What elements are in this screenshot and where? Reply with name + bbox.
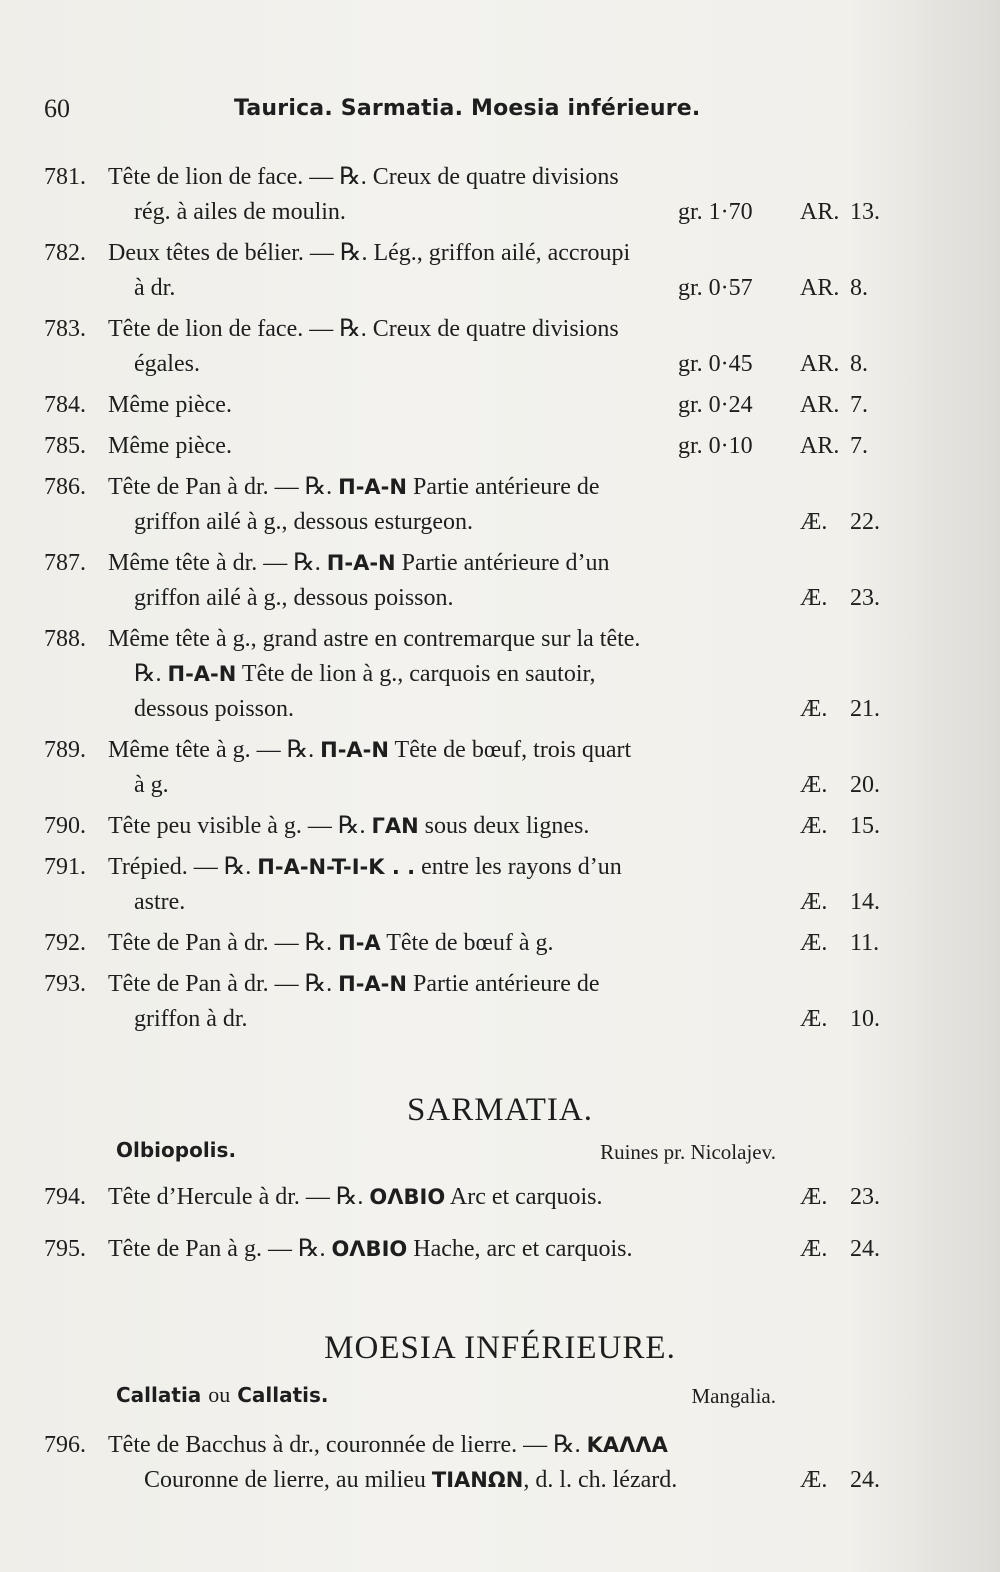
find-place: Mangalia. (691, 1384, 776, 1408)
page-header (44, 94, 874, 128)
coin-legend: ΓAN (371, 814, 419, 838)
catalogue-entry (44, 733, 884, 803)
catalogue-entry (44, 236, 884, 306)
section-title-sarmatia: SARMATIA. (407, 1092, 593, 1128)
entry-number: 788. (44, 626, 86, 652)
entry-description: Même pièce. (108, 433, 232, 459)
metal-code: Æ. (800, 585, 828, 611)
city-heading-olbiopolis (116, 1138, 776, 1168)
entry-number: 794. (44, 1184, 86, 1210)
coin-legend: Π-A-N-T-I-K . . (257, 855, 416, 879)
entry-description: Même tête à g. — ℞. (108, 737, 321, 763)
taurica-entries (44, 160, 884, 1043)
entry-line (44, 926, 884, 961)
entry-number: 786. (44, 474, 86, 500)
entry-description: Tête de lion de face. — ℞. Creux de quatre divisions (108, 316, 619, 342)
entry-description-cont: Tête de bœuf, trois quart (388, 737, 632, 763)
entry-description: dessous poisson. (134, 696, 295, 722)
entry-description: Tête de lion de face. — ℞. Creux de quatre divisions (108, 164, 619, 190)
entry-number: 782. (44, 240, 86, 266)
city-name: Olbiopolis. (116, 1138, 237, 1162)
metal-code: Æ. (800, 889, 828, 915)
coin-legend: Π-A-N (320, 738, 389, 762)
metal-code: Æ. (800, 1184, 828, 1210)
metal-code: Æ. (800, 1006, 828, 1032)
coin-size: 23. (850, 585, 880, 611)
coin-weight: gr. 0·10 (678, 433, 753, 459)
coin-legend: KAΛΛA (586, 1433, 668, 1457)
metal-code: Æ. (800, 1236, 828, 1262)
entry-description: rég. à ailes de moulin. (134, 199, 346, 225)
entry-line (44, 850, 884, 885)
coin-size: 7. (850, 392, 868, 418)
coin-weight: gr. 1·70 (678, 199, 753, 225)
entry-line (44, 967, 884, 1002)
entry-number: 791. (44, 854, 86, 880)
entry-description: griffon ailé à g., dessous esturgeon. (134, 509, 474, 535)
sarmatia-entry-1 (44, 1180, 884, 1221)
entry-description: à dr. (134, 275, 176, 301)
city-name (116, 1382, 329, 1408)
entry-description: Tête de Pan à g. — ℞. (108, 1236, 332, 1262)
coin-legend: Π-A-N (338, 475, 407, 499)
entry-description: griffon à dr. (134, 1006, 248, 1032)
coin-size: 10. (850, 1006, 880, 1032)
entry-line (44, 546, 884, 581)
entry-number: 784. (44, 392, 86, 418)
entry-description-cont: Partie antérieure de (406, 971, 600, 997)
coin-legend: OΛBIO (331, 1237, 408, 1261)
entry-line (44, 809, 884, 844)
entry-description-cont: Hache, arc et carquois. (407, 1236, 633, 1262)
entry-number: 792. (44, 930, 86, 956)
coin-size: 8. (850, 351, 868, 377)
metal-code: Æ. (800, 930, 828, 956)
entry-line (44, 692, 884, 727)
coin-legend: Π-A-N (326, 551, 396, 575)
entry-description-cont: Partie antérieure d’un (395, 550, 610, 576)
entry-description-cont: Arc et carquois. (445, 1184, 603, 1210)
coin-size: 13. (850, 199, 880, 225)
entry-line (44, 429, 884, 464)
section-title-moesia: MOESIA INFÉRIEURE. (324, 1330, 676, 1366)
metal-code: AR. (800, 433, 840, 459)
entry-line (44, 236, 884, 271)
entry-description: Deux têtes de bélier. — ℞. Lég., griffon ailé, accroupi (108, 240, 631, 266)
entry-line (44, 347, 884, 382)
coin-size: 20. (850, 772, 880, 798)
coin-size: 15. (850, 813, 880, 839)
metal-code: AR. (800, 275, 840, 301)
coin-legend: Π-A-N (338, 972, 407, 996)
entry-description: Tête de Pan à dr. — ℞. (108, 971, 339, 997)
entry-line (44, 470, 884, 505)
entry-description: Même tête à dr. — ℞. (108, 550, 327, 576)
entry-line (44, 622, 884, 657)
metal-code: Æ. (800, 696, 828, 722)
coin-legend: OΛBIO (369, 1185, 446, 1209)
entry-line (44, 768, 884, 803)
catalogue-entry (44, 470, 884, 540)
entry-description: à g. (134, 772, 169, 798)
coin-size: 23. (850, 1184, 880, 1210)
city-name-2: Callatis. (237, 1383, 329, 1407)
coin-size: 24. (850, 1236, 880, 1262)
entry-description: astre. (134, 889, 186, 915)
catalogue-entry (44, 546, 884, 616)
entry-line (44, 312, 884, 347)
coin-size: 11. (850, 930, 880, 956)
coin-size: 7. (850, 433, 868, 459)
entry-description: ℞. (134, 661, 168, 687)
entry-number: 795. (44, 1236, 86, 1262)
entry-number: 785. (44, 433, 86, 459)
entry-number: 790. (44, 813, 86, 839)
coin-weight: gr. 0·57 (678, 275, 753, 301)
catalogue-entry (44, 622, 884, 727)
coin-size: 14. (850, 889, 880, 915)
catalogue-entry (44, 967, 884, 1037)
city-heading-callatia (116, 1382, 776, 1412)
metal-code: Æ. (800, 1467, 828, 1493)
entry-line (44, 271, 884, 306)
entry-line (44, 657, 884, 692)
coin-size: 22. (850, 509, 880, 535)
entry-description-end: , d. l. ch. lézard. (523, 1467, 678, 1493)
entry-description: Tête de Bacchus à dr., couronnée de lierre. — ℞. (108, 1432, 587, 1458)
coin-legend: Π-A (338, 931, 381, 955)
entry-description: Tête peu visible à g. — ℞. (108, 813, 372, 839)
metal-code: Æ. (800, 813, 828, 839)
metal-code: AR. (800, 351, 840, 377)
entry-description: Trépied. — ℞. (108, 854, 258, 880)
entry-line (44, 733, 884, 768)
catalogue-entry (44, 160, 884, 230)
metal-code: AR. (800, 199, 840, 225)
entry-number: 787. (44, 550, 86, 576)
sarmatia-entry-2 (44, 1232, 884, 1273)
entry-description-cont: Tête de lion à g., carquois en sautoir, (236, 661, 596, 687)
entry-description: griffon ailé à g., dessous poisson. (134, 585, 454, 611)
entry-line (44, 388, 884, 423)
catalogue-entry (44, 388, 884, 423)
entry-number: 793. (44, 971, 86, 997)
city-name-1: Callatia (116, 1383, 202, 1407)
entry-line (44, 581, 884, 616)
catalogue-entry (44, 429, 884, 464)
find-place: Ruines pr. Nicolajev. (600, 1140, 776, 1164)
coin-size: 21. (850, 696, 880, 722)
entry-line (44, 1002, 884, 1037)
catalogue-entry (44, 312, 884, 382)
moesia-entry (44, 1428, 884, 1504)
entry-number: 796. (44, 1432, 86, 1458)
metal-code: Æ. (800, 509, 828, 535)
entry-number: 783. (44, 316, 86, 342)
entry-line (44, 885, 884, 920)
entry-description-cont: Tête de bœuf à g. (380, 930, 554, 956)
running-title: Taurica. Sarmatia. Moesia inférieure. (234, 96, 701, 121)
entry-description-cont: Partie antérieure de (406, 474, 600, 500)
metal-code: AR. (800, 392, 840, 418)
entry-line (44, 505, 884, 540)
catalogue-entry (44, 926, 884, 961)
entry-number: 781. (44, 164, 86, 190)
entry-description: égales. (134, 351, 200, 377)
entry-description-cont: sous deux lignes. (418, 813, 590, 839)
coin-weight: gr. 0·45 (678, 351, 753, 377)
entry-description: Tête d’Hercule à dr. — ℞. (108, 1184, 370, 1210)
catalogue-entry (44, 809, 884, 844)
entry-description-cont: entre les rayons d’un (415, 854, 622, 880)
entry-line (44, 195, 884, 230)
coin-weight: gr. 0·24 (678, 392, 753, 418)
entry-line (44, 160, 884, 195)
catalogue-entry (44, 850, 884, 920)
coin-legend: Π-A-N (167, 662, 237, 686)
entry-description: Tête de Pan à dr. — ℞. (108, 930, 339, 956)
metal-code: Æ. (800, 772, 828, 798)
coin-size: 24. (850, 1467, 880, 1493)
page-number: 60 (44, 94, 70, 123)
entry-description: Tête de Pan à dr. — ℞. (108, 474, 339, 500)
entry-description-cont: Couronne de lierre, au milieu (144, 1467, 432, 1493)
entry-description: Même pièce. (108, 392, 232, 418)
entry-number: 789. (44, 737, 86, 763)
coin-size: 8. (850, 275, 868, 301)
city-name-or: ou (208, 1382, 231, 1407)
coin-legend: TIANΩN (431, 1468, 524, 1492)
entry-description: Même tête à g., grand astre en contremarque sur la tête. (108, 626, 641, 652)
